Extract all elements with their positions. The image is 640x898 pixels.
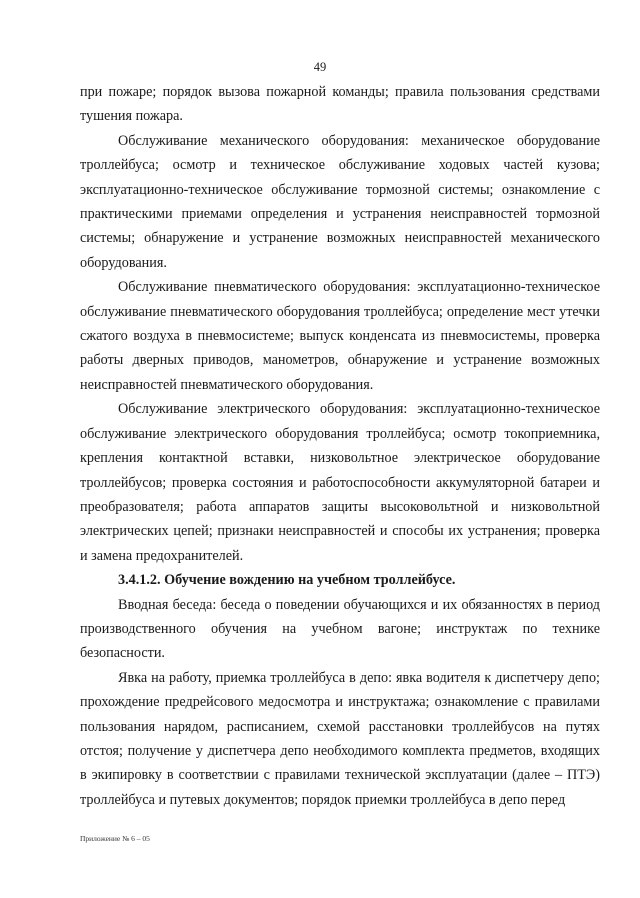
section-heading: 3.4.1.2. Обучение вождению на учебном троллейбусе. xyxy=(118,572,456,589)
paragraph-mechanical-equipment: Обслуживание механического оборудования: механическое оборудование троллейбуса; осмотр и техническое обслуживание ходовых частей кузова; эксплуатационно-техническое обслуживание тормозной системы; ознакомление с практическими приемами определения и устранения неисправностей тормозной системы; обнаружение и устранение возможных неисправностей механического оборудования. xyxy=(80,132,600,271)
document-body xyxy=(80,80,600,812)
page-number: 49 xyxy=(313,60,327,74)
paragraph-electrical-equipment: Обслуживание электрического оборудования: эксплуатационно-техническое обслуживание электрического оборудования троллейбуса; осмотр токоприемника, крепления контактной вставки, низковольтное электрическое оборудование троллейбусов; проверка состояния и работоспособности аккумуляторной батареи и преобразователя; работа аппаратов защиты высоковольтной и низковольтной электрических цепей; признаки неисправностей и способы их устранения; проверка и замена предохранителей. xyxy=(80,401,600,564)
page-footer: Приложение № 6 – 05 xyxy=(80,834,150,843)
paragraph-pneumatic-equipment: Обслуживание пневматического оборудования: эксплуатационно-техническое обслуживание пневматического оборудования троллейбуса; определение мест утечки сжатого воздуха в пневмосистеме; выпуск конденсата из пневмосистемы, проверка работы дверных приводов, манометров, обнаружение и устранение возможных неисправностей пневматического оборудования. xyxy=(80,279,600,393)
paragraph-introductory-talk: Вводная беседа: беседа о поведении обучающихся и их обязанностях в период производственного обучения на учебном вагоне; инструктаж по технике безопасности. xyxy=(80,596,600,662)
paragraph-depot-acceptance: Явка на работу, приемка троллейбуса в депо: явка водителя к диспетчеру депо; прохождение предрейсового медосмотра и инструктажа; ознакомление с правилами пользования нарядом, расписанием, схемой расстановки троллейбусов на путях отстоя; получение у диспетчера депо необходимого комплекта предметов, входящих в экипировку в соответствии с правилами технической эксплуатации (далее – ПТЭ) троллейбуса и путевых документов; порядок приемки троллейбуса в депо перед xyxy=(80,669,600,808)
paragraph-fire-safety: при пожаре; порядок вызова пожарной команды; правила пользования средствами тушения пожара. xyxy=(80,84,600,125)
